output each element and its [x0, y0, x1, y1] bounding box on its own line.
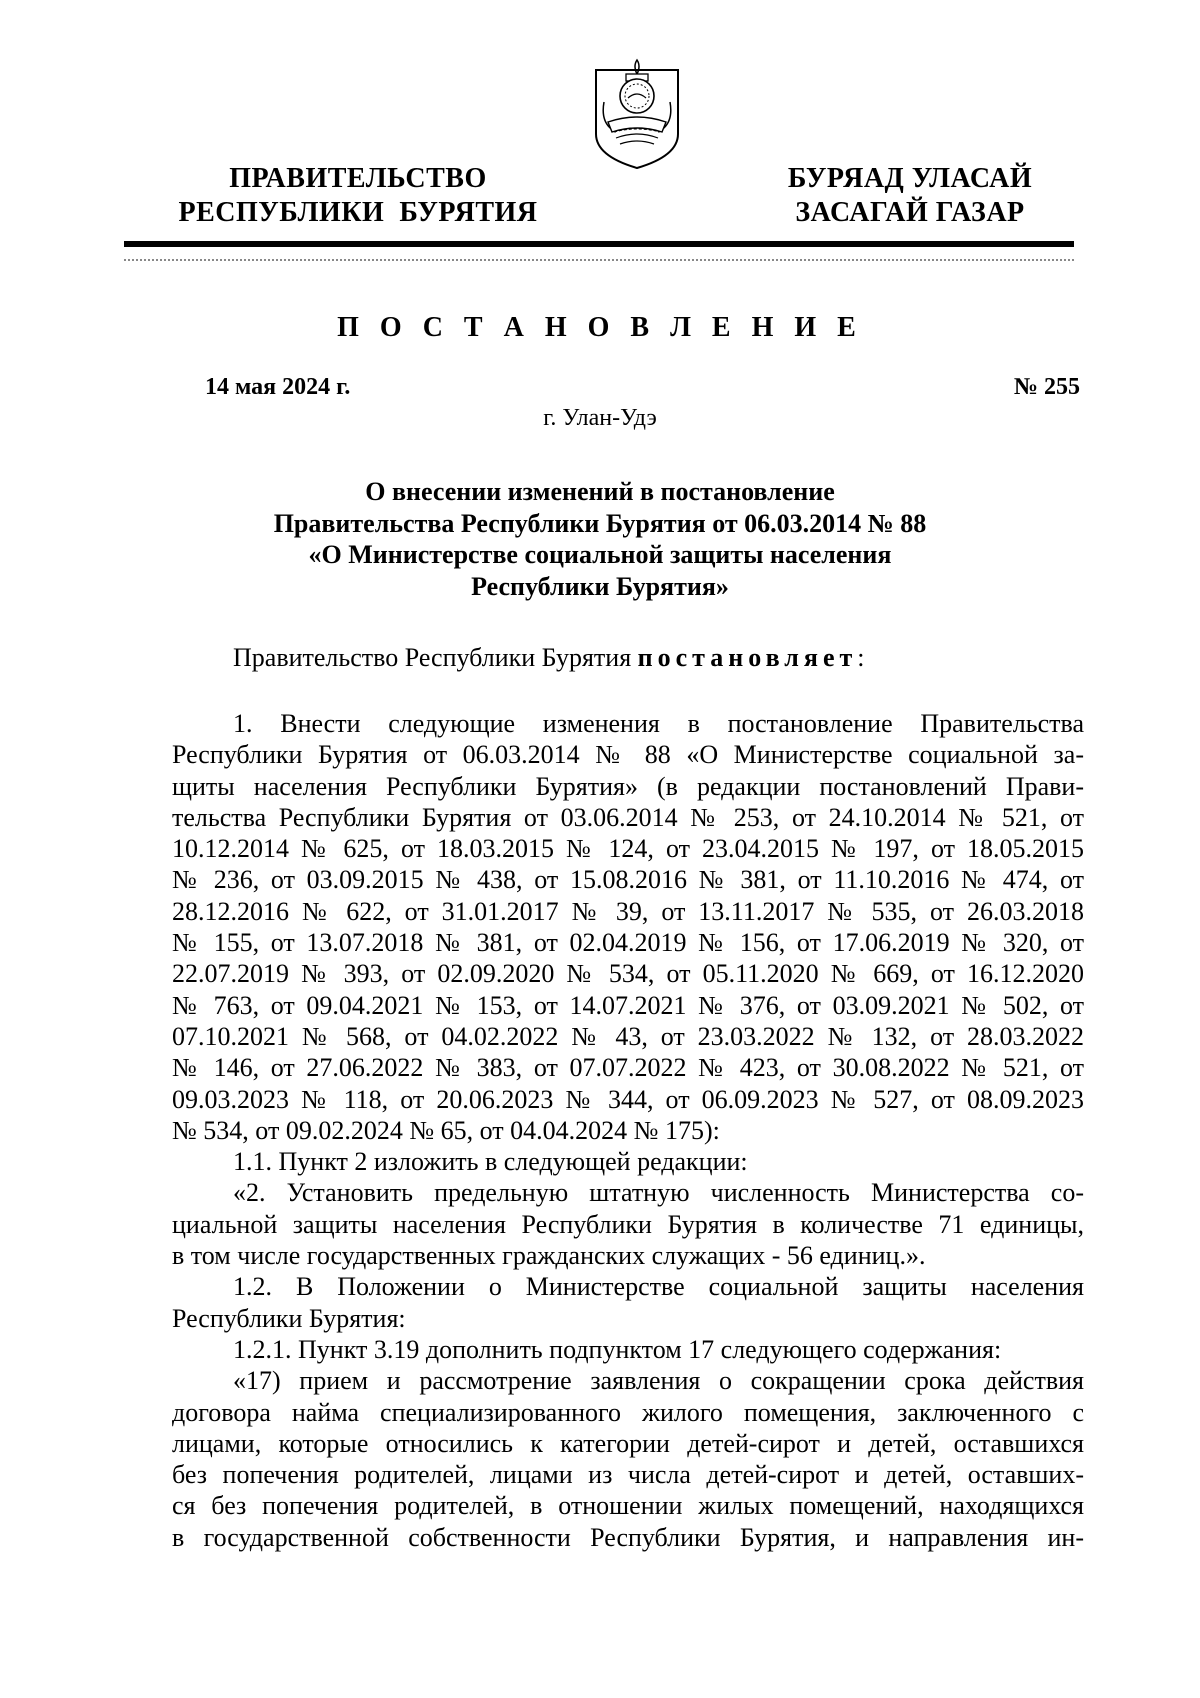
body-line: № 763, от 09.04.2021 № 153, от 14.07.2021 № 376, от 03.09.2021 № 502, от	[172, 990, 1084, 1020]
body-line: 07.10.2021 № 568, от 04.02.2022 № 43, от 23.03.2022 № 132, от 28.03.2022	[172, 1021, 1084, 1051]
body-line: № 155, от 13.07.2018 № 381, от 02.04.2019 № 156, от 17.06.2019 № 320, от	[172, 928, 1084, 958]
body-line: 1.1. Пункт 2 изложить в следующей редакции:	[233, 1147, 748, 1177]
preamble	[233, 642, 865, 674]
body-line: Республики Бурятия:	[172, 1303, 406, 1333]
document-type-title: П О С Т А Н О В Л Е Н И Е	[337, 312, 863, 343]
body-line: Республики Бурятия от 06.03.2014 № 88 «О Министерстве социальной за-	[172, 740, 1084, 770]
body-line: 1. Внести следующие изменения в постановление Правительства	[233, 709, 1084, 738]
body-line: без попечения родителей, лицами из числа детей-сирот и детей, оставших-	[172, 1460, 1084, 1490]
body-line: «2. Установить предельную штатную численность Министерства со-	[233, 1178, 1084, 1208]
government-name-russian-line2: РЕСПУБЛИКИ БУРЯТИЯ	[178, 197, 538, 228]
government-name-buryat	[760, 162, 1060, 230]
body-line: № 236, от 03.09.2015 № 438, от 15.08.2016 № 381, от 11.10.2016 № 474, от	[172, 865, 1084, 895]
body-line: 1.2. В Положении о Министерстве социальной защиты населения	[233, 1272, 1084, 1302]
body-line: 1.2.1. Пункт 3.19 дополнить подпунктом 17 следующего содержания:	[233, 1334, 1002, 1364]
document-body	[172, 708, 1084, 1553]
body-line: щиты населения Республики Бурятия» (в редакции постановлений Прави-	[172, 771, 1084, 801]
preamble-decree-word: постановляет	[637, 643, 858, 672]
body-line: договора найма специализированного жилого помещения, заключенного с	[172, 1397, 1084, 1427]
body-line: 28.12.2016 № 622, от 31.01.2017 № 39, от 13.11.2017 № 535, от 26.03.2018	[172, 896, 1084, 926]
body-line: в том числе государственных гражданских служащих - 56 единиц.».	[172, 1241, 926, 1271]
document-date: 14 мая 2024 г.	[205, 374, 351, 400]
body-line: 10.12.2014 № 625, от 18.03.2015 № 124, от 23.04.2015 № 197, от 18.05.2015	[172, 834, 1084, 864]
document-city: г. Улан-Удэ	[543, 405, 657, 431]
preamble-colon: :	[857, 643, 865, 672]
body-line: № 534, от 09.02.2024 № 65, от 04.04.2024 № 175):	[172, 1115, 720, 1145]
government-name-buryat-line2: ЗАСАГАЙ ГАЗАР	[795, 197, 1025, 228]
header-divider-thin	[124, 259, 1074, 261]
body-line: циальной защиты населения Республики Бурятия в количестве 71 единицы,	[172, 1209, 1084, 1239]
document-number: № 255	[1013, 374, 1080, 400]
body-line: в государственной собственности Республики Бурятия, и направления ин-	[172, 1522, 1084, 1552]
body-line: «17) прием и рассмотрение заявления о сокращении срока действия	[233, 1366, 1084, 1396]
body-line: № 146, от 27.06.2022 № 383, от 07.07.2022 № 423, от 30.08.2022 № 521, от	[172, 1053, 1084, 1083]
preamble-text: Правительство Республики Бурятия	[233, 643, 638, 672]
document-subject	[150, 476, 1050, 602]
header-divider-thick	[124, 241, 1074, 247]
government-name-russian	[168, 162, 548, 230]
subject-line: О внесении изменений в постановление	[365, 477, 835, 506]
subject-line: «О Министерстве социальной защиты населения	[308, 540, 892, 569]
subject-line: Правительства Республики Бурятия от 06.03.2014 № 88	[273, 508, 927, 538]
subject-line: Республики Бурятия»	[471, 571, 729, 601]
body-line: 09.03.2023 № 118, от 20.06.2023 № 344, от 06.09.2023 № 527, от 08.09.2023	[172, 1084, 1084, 1114]
body-line: ся без попечения родителей, в отношении жилых помещений, находящихся	[172, 1491, 1084, 1521]
body-line: 22.07.2019 № 393, от 02.09.2020 № 534, от 05.11.2020 № 669, от 16.12.2020	[172, 959, 1084, 989]
body-line: тельства Республики Бурятия от 03.06.2014 № 253, от 24.10.2014 № 521, от	[172, 802, 1084, 832]
government-name-russian-line1: ПРАВИТЕЛЬСТВО	[229, 163, 487, 194]
coat-of-arms-icon	[590, 52, 684, 172]
government-name-buryat-line1: БУРЯАД УЛАСАЙ	[787, 163, 1033, 194]
body-line: лицами, которые относились к категории детей-сирот и детей, оставшихся	[172, 1428, 1084, 1458]
